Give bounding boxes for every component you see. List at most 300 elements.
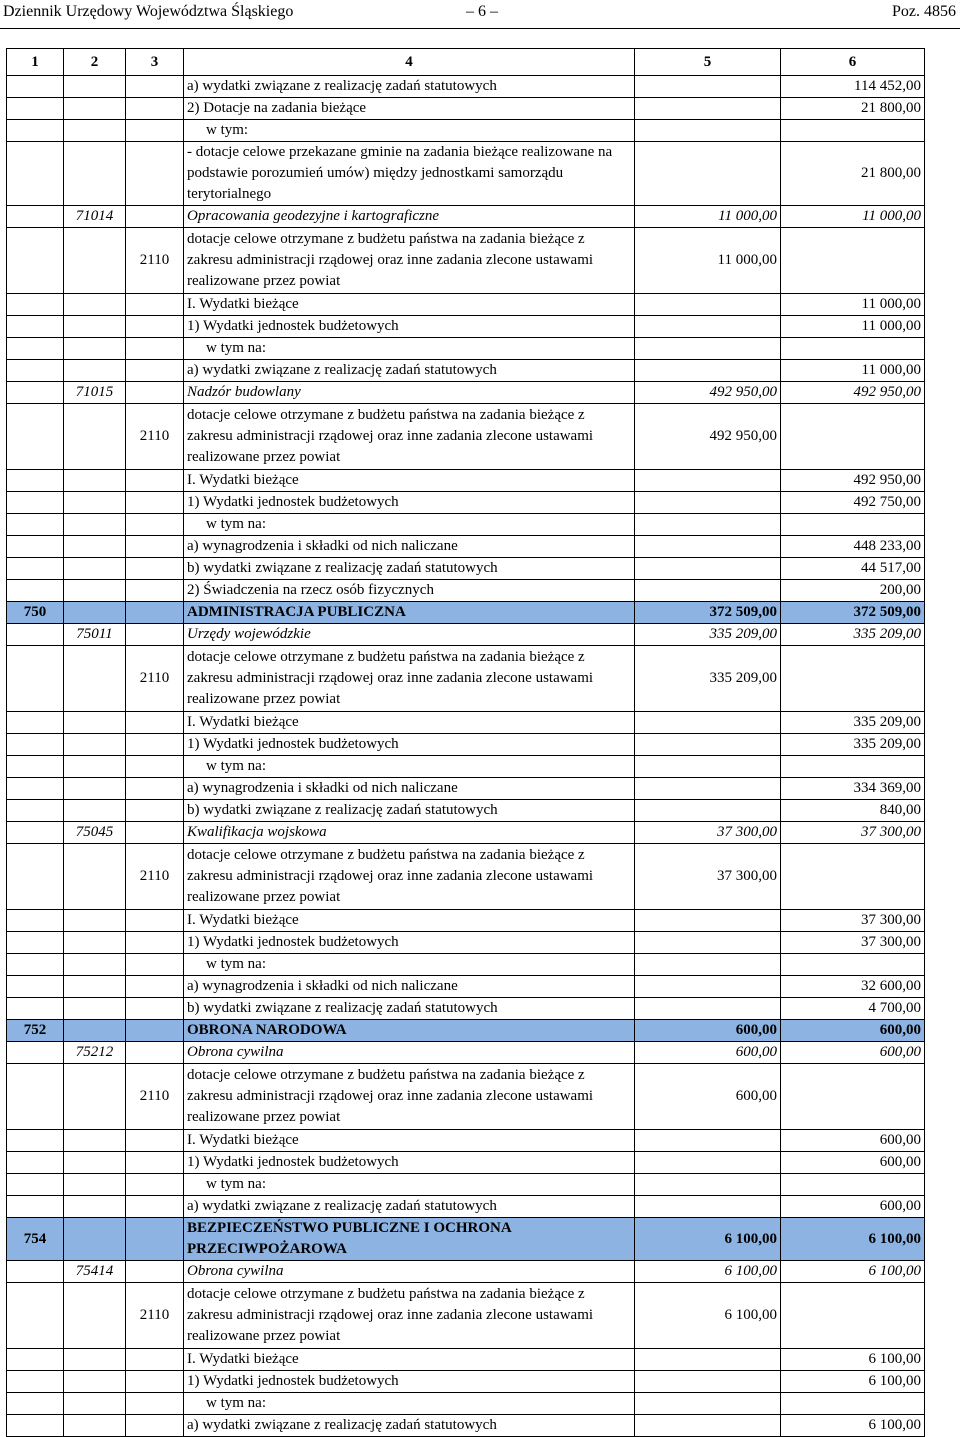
- table-row: [7, 1349, 925, 1371]
- revenue-amount: [635, 120, 781, 142]
- revenue-amount: 372 509,00: [635, 602, 781, 624]
- chapter-code: [64, 1152, 126, 1174]
- description: a) wydatki związane z realizację zadań statutowych: [184, 360, 635, 382]
- chapter-code: [64, 338, 126, 360]
- section-code: 752: [7, 1020, 64, 1042]
- column-number: 6: [781, 49, 925, 76]
- description: 1) Wydatki jednostek budżetowych: [184, 734, 635, 756]
- table-row: [7, 120, 925, 142]
- chapter-code: [64, 1130, 126, 1152]
- table-row: [7, 142, 925, 206]
- section-code: [7, 514, 64, 536]
- table-row: [7, 976, 925, 998]
- revenue-amount: [635, 756, 781, 778]
- expense-amount: 37 300,00: [781, 910, 925, 932]
- description: dotacje celowe otrzymane z budżetu państwa na zadania bieżące z zakresu administracji rządowej oraz inne zadania zlecone ustawami realizowane przez powiat: [184, 844, 635, 910]
- table-row: [7, 338, 925, 360]
- description: 1) Wydatki jednostek budżetowych: [184, 1152, 635, 1174]
- paragraph-code: 2110: [126, 1283, 184, 1349]
- section-code: [7, 954, 64, 976]
- section-code: [7, 470, 64, 492]
- revenue-amount: [635, 76, 781, 98]
- section-code: [7, 536, 64, 558]
- section-code: [7, 580, 64, 602]
- paragraph-code: [126, 1042, 184, 1064]
- expense-amount: 335 209,00: [781, 624, 925, 646]
- paragraph-code: [126, 492, 184, 514]
- description: w tym na:: [184, 756, 635, 778]
- chapter-code: [64, 514, 126, 536]
- description: I. Wydatki bieżące: [184, 910, 635, 932]
- description: w tym na:: [184, 338, 635, 360]
- paragraph-code: 2110: [126, 1064, 184, 1130]
- description: Urzędy wojewódzkie: [184, 624, 635, 646]
- chapter-code: [64, 1371, 126, 1393]
- chapter-code: [64, 470, 126, 492]
- expense-amount: 6 100,00: [781, 1415, 925, 1437]
- description: I. Wydatki bieżące: [184, 712, 635, 734]
- description: dotacje celowe otrzymane z budżetu państwa na zadania bieżące z zakresu administracji rządowej oraz inne zadania zlecone ustawami realizowane przez powiat: [184, 1283, 635, 1349]
- expense-amount: 4 700,00: [781, 998, 925, 1020]
- section-code: [7, 558, 64, 580]
- expense-amount: 200,00: [781, 580, 925, 602]
- expense-amount: 6 100,00: [781, 1261, 925, 1283]
- table-row: [7, 1020, 925, 1042]
- revenue-amount: 335 209,00: [635, 624, 781, 646]
- section-code: [7, 1130, 64, 1152]
- table-row: [7, 822, 925, 844]
- expense-amount: [781, 228, 925, 294]
- description: w tym na:: [184, 1174, 635, 1196]
- paragraph-code: [126, 1393, 184, 1415]
- section-code: [7, 294, 64, 316]
- description: dotacje celowe otrzymane z budżetu państwa na zadania bieżące z zakresu administracji rządowej oraz inne zadania zlecone ustawami realizowane przez powiat: [184, 1064, 635, 1130]
- expense-amount: 335 209,00: [781, 734, 925, 756]
- column-number: 4: [184, 49, 635, 76]
- expense-amount: 6 100,00: [781, 1371, 925, 1393]
- paragraph-code: [126, 932, 184, 954]
- table-row: [7, 1393, 925, 1415]
- column-number: 2: [64, 49, 126, 76]
- revenue-amount: [635, 316, 781, 338]
- chapter-code: [64, 558, 126, 580]
- section-code: [7, 976, 64, 998]
- chapter-code: [64, 734, 126, 756]
- table-row: [7, 382, 925, 404]
- revenue-amount: [635, 1349, 781, 1371]
- expense-amount: [781, 756, 925, 778]
- revenue-amount: [635, 1393, 781, 1415]
- revenue-amount: [635, 1152, 781, 1174]
- description: Obrona cywilna: [184, 1042, 635, 1064]
- expense-amount: [781, 844, 925, 910]
- paragraph-code: [126, 142, 184, 206]
- description: 1) Wydatki jednostek budżetowych: [184, 492, 635, 514]
- description: a) wydatki związane z realizację zadań statutowych: [184, 76, 635, 98]
- section-code: [7, 1064, 64, 1130]
- chapter-code: [64, 1218, 126, 1261]
- expense-amount: 600,00: [781, 1130, 925, 1152]
- description: I. Wydatki bieżące: [184, 470, 635, 492]
- paragraph-code: [126, 1218, 184, 1261]
- paragraph-code: [126, 910, 184, 932]
- paragraph-code: [126, 1152, 184, 1174]
- section-code: [7, 228, 64, 294]
- expense-amount: 21 800,00: [781, 142, 925, 206]
- chapter-code: [64, 756, 126, 778]
- chapter-code: [64, 294, 126, 316]
- table-row: [7, 624, 925, 646]
- chapter-code: [64, 228, 126, 294]
- expense-amount: 335 209,00: [781, 712, 925, 734]
- expense-amount: [781, 120, 925, 142]
- revenue-amount: [635, 800, 781, 822]
- paragraph-code: [126, 360, 184, 382]
- table-row: [7, 294, 925, 316]
- revenue-amount: 492 950,00: [635, 382, 781, 404]
- paragraph-code: [126, 76, 184, 98]
- paragraph-code: [126, 1349, 184, 1371]
- expense-amount: 11 000,00: [781, 316, 925, 338]
- revenue-amount: [635, 778, 781, 800]
- expense-amount: [781, 646, 925, 712]
- budget-table: [6, 48, 925, 1437]
- paragraph-code: [126, 1020, 184, 1042]
- paragraph-code: [126, 712, 184, 734]
- revenue-amount: 6 100,00: [635, 1218, 781, 1261]
- description: OBRONA NARODOWA: [184, 1020, 635, 1042]
- chapter-code: [64, 844, 126, 910]
- revenue-amount: 335 209,00: [635, 646, 781, 712]
- section-code: [7, 404, 64, 470]
- paragraph-code: [126, 954, 184, 976]
- section-code: 754: [7, 1218, 64, 1261]
- column-number: 1: [7, 49, 64, 76]
- section-code: [7, 382, 64, 404]
- table-row: [7, 76, 925, 98]
- table-row: [7, 514, 925, 536]
- table-row: [7, 492, 925, 514]
- chapter-code: [64, 778, 126, 800]
- section-code: [7, 712, 64, 734]
- revenue-amount: [635, 976, 781, 998]
- expense-amount: 492 950,00: [781, 470, 925, 492]
- expense-amount: 492 950,00: [781, 382, 925, 404]
- section-code: [7, 756, 64, 778]
- table-row: [7, 1064, 925, 1130]
- expense-amount: 840,00: [781, 800, 925, 822]
- table-row: [7, 800, 925, 822]
- section-code: [7, 932, 64, 954]
- description: b) wydatki związane z realizację zadań statutowych: [184, 998, 635, 1020]
- paragraph-code: [126, 822, 184, 844]
- expense-amount: 44 517,00: [781, 558, 925, 580]
- description: - dotacje celowe przekazane gminie na zadania bieżące realizowane na podstawie porozumień umów) między jednostkami samorządu terytorialnego: [184, 142, 635, 206]
- table-row: [7, 1218, 925, 1261]
- revenue-amount: [635, 1415, 781, 1437]
- paragraph-code: [126, 536, 184, 558]
- description: 1) Wydatki jednostek budżetowych: [184, 1371, 635, 1393]
- table-row: [7, 536, 925, 558]
- description: Nadzór budowlany: [184, 382, 635, 404]
- revenue-amount: 492 950,00: [635, 404, 781, 470]
- chapter-code: [64, 120, 126, 142]
- table-row: [7, 404, 925, 470]
- table-row: [7, 602, 925, 624]
- chapter-code: [64, 76, 126, 98]
- expense-amount: 372 509,00: [781, 602, 925, 624]
- revenue-amount: 6 100,00: [635, 1283, 781, 1349]
- paragraph-code: [126, 602, 184, 624]
- page-header: [0, 0, 960, 29]
- expense-amount: [781, 1064, 925, 1130]
- chapter-code: [64, 602, 126, 624]
- paragraph-code: 2110: [126, 404, 184, 470]
- chapter-code: [64, 1349, 126, 1371]
- chapter-code: [64, 998, 126, 1020]
- section-code: 750: [7, 602, 64, 624]
- column-number: 5: [635, 49, 781, 76]
- chapter-code: [64, 1020, 126, 1042]
- expense-amount: 11 000,00: [781, 360, 925, 382]
- revenue-amount: [635, 536, 781, 558]
- section-code: [7, 1371, 64, 1393]
- expense-amount: 600,00: [781, 1152, 925, 1174]
- chapter-code: [64, 932, 126, 954]
- expense-amount: [781, 404, 925, 470]
- section-code: [7, 360, 64, 382]
- section-code: [7, 646, 64, 712]
- chapter-code: [64, 1064, 126, 1130]
- paragraph-code: [126, 294, 184, 316]
- description: w tym:: [184, 120, 635, 142]
- chapter-code: [64, 800, 126, 822]
- description: dotacje celowe otrzymane z budżetu państwa na zadania bieżące z zakresu administracji rządowej oraz inne zadania zlecone ustawami realizowane przez powiat: [184, 228, 635, 294]
- description: w tym na:: [184, 1393, 635, 1415]
- revenue-amount: [635, 558, 781, 580]
- revenue-amount: 600,00: [635, 1020, 781, 1042]
- revenue-amount: [635, 1130, 781, 1152]
- section-code: [7, 1196, 64, 1218]
- table-row: [7, 228, 925, 294]
- revenue-amount: 600,00: [635, 1064, 781, 1130]
- paragraph-code: [126, 382, 184, 404]
- expense-amount: 6 100,00: [781, 1218, 925, 1261]
- table-row: [7, 360, 925, 382]
- section-code: [7, 734, 64, 756]
- expense-amount: 600,00: [781, 1196, 925, 1218]
- column-number: 3: [126, 49, 184, 76]
- revenue-amount: 600,00: [635, 1042, 781, 1064]
- table-row: [7, 558, 925, 580]
- table-row: [7, 1371, 925, 1393]
- expense-amount: [781, 338, 925, 360]
- paragraph-code: [126, 120, 184, 142]
- section-code: [7, 778, 64, 800]
- table-row: [7, 1042, 925, 1064]
- section-code: [7, 1283, 64, 1349]
- paragraph-code: 2110: [126, 844, 184, 910]
- description: 1) Wydatki jednostek budżetowych: [184, 316, 635, 338]
- description: ADMINISTRACJA PUBLICZNA: [184, 602, 635, 624]
- table-row: [7, 712, 925, 734]
- paragraph-code: 2110: [126, 646, 184, 712]
- description: 2) Świadczenia na rzecz osób fizycznych: [184, 580, 635, 602]
- revenue-amount: 11 000,00: [635, 228, 781, 294]
- revenue-amount: [635, 1174, 781, 1196]
- paragraph-code: [126, 470, 184, 492]
- description: b) wydatki związane z realizację zadań statutowych: [184, 558, 635, 580]
- expense-amount: [781, 1393, 925, 1415]
- section-code: [7, 76, 64, 98]
- paragraph-code: [126, 580, 184, 602]
- revenue-amount: [635, 1196, 781, 1218]
- description: I. Wydatki bieżące: [184, 1349, 635, 1371]
- revenue-amount: [635, 580, 781, 602]
- table-row: [7, 316, 925, 338]
- expense-amount: 11 000,00: [781, 294, 925, 316]
- description: BEZPIECZEŃSTWO PUBLICZNE I OCHRONA PRZECIWPOŻAROWA: [184, 1218, 635, 1261]
- description: a) wynagrodzenia i składki od nich naliczane: [184, 976, 635, 998]
- chapter-code: [64, 1174, 126, 1196]
- page-number: – 6 –: [466, 3, 498, 20]
- description: Obrona cywilna: [184, 1261, 635, 1283]
- chapter-code: [64, 954, 126, 976]
- chapter-code: 75045: [64, 822, 126, 844]
- expense-amount: [781, 514, 925, 536]
- chapter-code: [64, 1283, 126, 1349]
- paragraph-code: [126, 1261, 184, 1283]
- chapter-code: 71015: [64, 382, 126, 404]
- chapter-code: [64, 98, 126, 120]
- expense-amount: 21 800,00: [781, 98, 925, 120]
- chapter-code: [64, 976, 126, 998]
- description: Opracowania geodezyjne i kartograficzne: [184, 206, 635, 228]
- revenue-amount: [635, 1371, 781, 1393]
- expense-amount: 600,00: [781, 1042, 925, 1064]
- expense-amount: 334 369,00: [781, 778, 925, 800]
- paragraph-code: [126, 800, 184, 822]
- description: 1) Wydatki jednostek budżetowych: [184, 932, 635, 954]
- section-code: [7, 142, 64, 206]
- description: w tym na:: [184, 514, 635, 536]
- section-code: [7, 492, 64, 514]
- expense-amount: [781, 954, 925, 976]
- revenue-amount: [635, 470, 781, 492]
- chapter-code: [64, 1415, 126, 1437]
- paragraph-code: [126, 998, 184, 1020]
- journal-title: Dziennik Urzędowy Województwa Śląskiego: [3, 3, 294, 20]
- section-code: [7, 338, 64, 360]
- table-row: [7, 1196, 925, 1218]
- table-row: [7, 756, 925, 778]
- paragraph-code: [126, 1196, 184, 1218]
- revenue-amount: [635, 98, 781, 120]
- revenue-amount: 37 300,00: [635, 844, 781, 910]
- section-code: [7, 1152, 64, 1174]
- description: b) wydatki związane z realizację zadań statutowych: [184, 800, 635, 822]
- table-row: [7, 778, 925, 800]
- section-code: [7, 1415, 64, 1437]
- revenue-amount: [635, 142, 781, 206]
- chapter-code: [64, 646, 126, 712]
- revenue-amount: [635, 294, 781, 316]
- section-code: [7, 98, 64, 120]
- section-code: [7, 844, 64, 910]
- paragraph-code: 2110: [126, 228, 184, 294]
- table-row: [7, 844, 925, 910]
- description: I. Wydatki bieżące: [184, 1130, 635, 1152]
- expense-amount: 37 300,00: [781, 822, 925, 844]
- description: w tym na:: [184, 954, 635, 976]
- table-row: [7, 98, 925, 120]
- position-number: Poz. 4856: [892, 3, 956, 20]
- description: a) wynagrodzenia i składki od nich naliczane: [184, 778, 635, 800]
- revenue-amount: 6 100,00: [635, 1261, 781, 1283]
- chapter-code: [64, 492, 126, 514]
- table-row: [7, 470, 925, 492]
- paragraph-code: [126, 338, 184, 360]
- chapter-code: [64, 536, 126, 558]
- description: I. Wydatki bieżące: [184, 294, 635, 316]
- paragraph-code: [126, 734, 184, 756]
- table-row: [7, 1261, 925, 1283]
- description: a) wynagrodzenia i składki od nich naliczane: [184, 536, 635, 558]
- section-code: [7, 822, 64, 844]
- expense-amount: 448 233,00: [781, 536, 925, 558]
- table-row: [7, 1152, 925, 1174]
- paragraph-code: [126, 1371, 184, 1393]
- expense-amount: 32 600,00: [781, 976, 925, 998]
- section-code: [7, 316, 64, 338]
- revenue-amount: 37 300,00: [635, 822, 781, 844]
- paragraph-code: [126, 1174, 184, 1196]
- revenue-amount: [635, 910, 781, 932]
- table-row: [7, 954, 925, 976]
- column-number-row: [7, 49, 925, 76]
- revenue-amount: [635, 954, 781, 976]
- expense-amount: 600,00: [781, 1020, 925, 1042]
- description: Kwalifikacja wojskowa: [184, 822, 635, 844]
- paragraph-code: [126, 558, 184, 580]
- table-row: [7, 734, 925, 756]
- table-row: [7, 1415, 925, 1437]
- description: a) wydatki związane z realizację zadań statutowych: [184, 1196, 635, 1218]
- chapter-code: [64, 142, 126, 206]
- paragraph-code: [126, 624, 184, 646]
- paragraph-code: [126, 756, 184, 778]
- section-code: [7, 1174, 64, 1196]
- chapter-code: [64, 1393, 126, 1415]
- chapter-code: 71014: [64, 206, 126, 228]
- revenue-amount: [635, 360, 781, 382]
- expense-amount: 492 750,00: [781, 492, 925, 514]
- chapter-code: 75011: [64, 624, 126, 646]
- paragraph-code: [126, 778, 184, 800]
- section-code: [7, 206, 64, 228]
- description: 2) Dotacje na zadania bieżące: [184, 98, 635, 120]
- section-code: [7, 800, 64, 822]
- paragraph-code: [126, 1130, 184, 1152]
- expense-amount: 37 300,00: [781, 932, 925, 954]
- table-row: [7, 646, 925, 712]
- paragraph-code: [126, 206, 184, 228]
- paragraph-code: [126, 514, 184, 536]
- description: dotacje celowe otrzymane z budżetu państwa na zadania bieżące z zakresu administracji rządowej oraz inne zadania zlecone ustawami realizowane przez powiat: [184, 646, 635, 712]
- paragraph-code: [126, 976, 184, 998]
- revenue-amount: [635, 734, 781, 756]
- chapter-code: [64, 1196, 126, 1218]
